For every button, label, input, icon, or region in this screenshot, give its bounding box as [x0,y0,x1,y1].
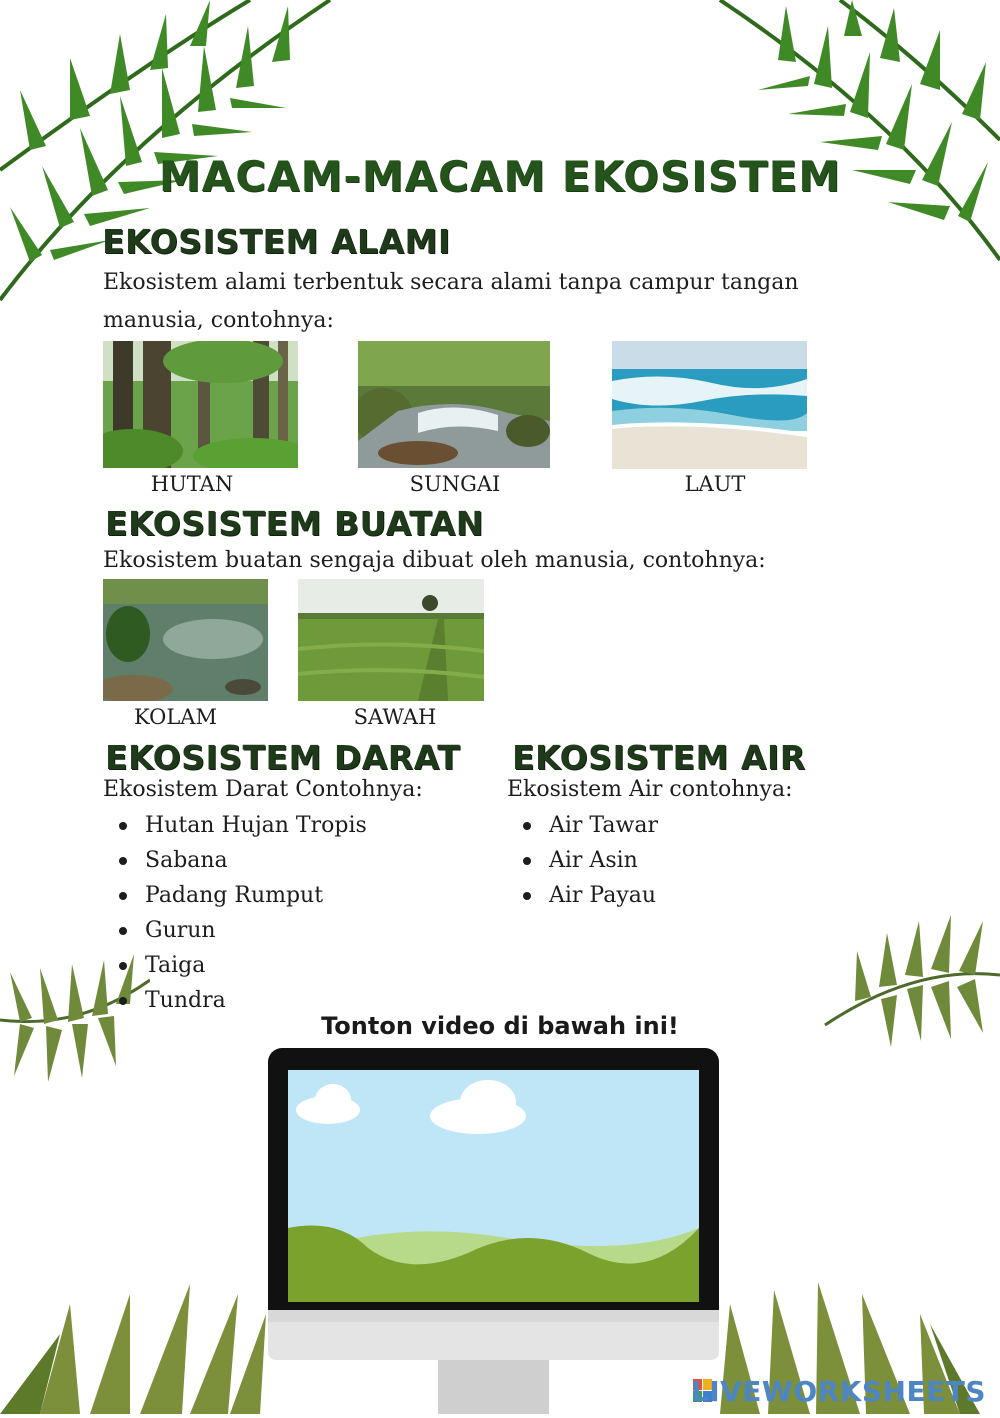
buatan-description: Ekosistem buatan sengaja dibuat oleh manusia, contohnya: [103,548,766,573]
list-item: Sabana [103,843,367,878]
list-item: Hutan Hujan Tropis [103,808,367,843]
darat-list [103,808,367,1018]
watermark: LIVEWORKSHEETS [690,1375,986,1408]
list-item: Air Payau [507,878,658,913]
list-item: Air Tawar [507,808,658,843]
alami-description: Ekosistem alami terbentuk secara alami tanpa campur tangan manusia, contohnya: [103,270,799,333]
caption-kolam: KOLAM [134,705,217,729]
caption-sawah: SAWAH [353,705,437,729]
pond-image [103,579,268,701]
heading-ekosistem-alami: EKOSISTEM ALAMI [102,222,451,261]
caption-sungai: SUNGAI [409,472,501,496]
video-label: Tonton video di bawah ini! [321,1012,679,1040]
sea-image [612,341,807,469]
heading-ekosistem-buatan: EKOSISTEM BUATAN [105,504,484,543]
video-player[interactable] [268,1048,719,1414]
list-item: Padang Rumput [103,878,367,913]
air-list [507,808,658,913]
darat-intro: Ekosistem Darat Contohnya: [103,777,423,802]
page-title: MACAM-MACAM EKOSISTEM [158,152,842,201]
list-item: Tundra [103,983,367,1018]
ricefield-image [298,579,484,701]
forest-image [103,341,298,468]
caption-laut: LAUT [684,472,746,496]
heading-ekosistem-air: EKOSISTEM AIR [512,738,806,777]
list-item: Taiga [103,948,367,983]
air-intro: Ekosistem Air contohnya: [507,777,793,802]
list-item: Gurun [103,913,367,948]
palm-leaves-top-right [600,0,1000,300]
list-item: Air Asin [507,843,658,878]
palm-leaves-right-middle [815,905,1000,1085]
river-image [358,341,550,468]
heading-ekosistem-darat: EKOSISTEM DARAT [105,738,461,777]
caption-hutan: HUTAN [150,472,234,496]
